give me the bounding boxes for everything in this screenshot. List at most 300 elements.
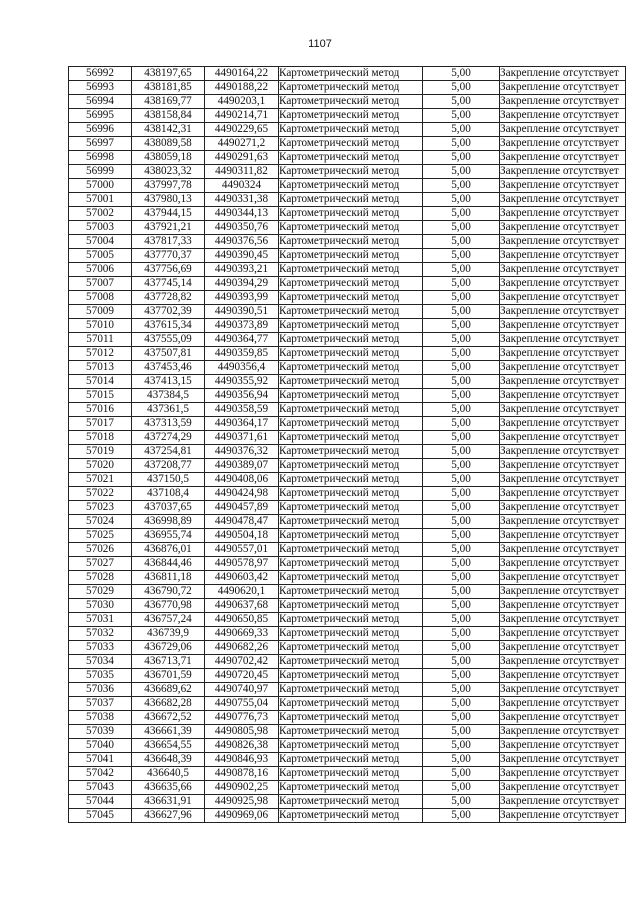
x-coordinate-cell: 437208,77 bbox=[132, 459, 205, 473]
y-coordinate-cell: 4490390,51 bbox=[205, 305, 279, 319]
point-number-cell: 56999 bbox=[69, 165, 132, 179]
x-coordinate-cell: 436661,39 bbox=[132, 725, 205, 739]
x-coordinate-cell: 438142,31 bbox=[132, 123, 205, 137]
table-row bbox=[69, 501, 626, 515]
accuracy-cell: 5,00 bbox=[423, 781, 500, 795]
x-coordinate-cell: 436640,5 bbox=[132, 767, 205, 781]
method-cell: Картометрический метод bbox=[279, 389, 423, 403]
method-cell: Картометрический метод bbox=[279, 249, 423, 263]
method-cell: Картометрический метод bbox=[279, 459, 423, 473]
table-row bbox=[69, 291, 626, 305]
point-number-cell: 57033 bbox=[69, 641, 132, 655]
x-coordinate-cell: 436682,28 bbox=[132, 697, 205, 711]
point-number-cell: 56992 bbox=[69, 67, 132, 81]
method-cell: Картометрический метод bbox=[279, 641, 423, 655]
y-coordinate-cell: 4490393,21 bbox=[205, 263, 279, 277]
method-cell: Картометрический метод bbox=[279, 753, 423, 767]
x-coordinate-cell: 437921,21 bbox=[132, 221, 205, 235]
coordinates-table-body bbox=[69, 67, 626, 823]
x-coordinate-cell: 436631,91 bbox=[132, 795, 205, 809]
accuracy-cell: 5,00 bbox=[423, 683, 500, 697]
fixation-cell: Закрепление отсутствует bbox=[500, 361, 626, 375]
table-row bbox=[69, 333, 626, 347]
y-coordinate-cell: 4490350,76 bbox=[205, 221, 279, 235]
fixation-cell: Закрепление отсутствует bbox=[500, 151, 626, 165]
point-number-cell: 57001 bbox=[69, 193, 132, 207]
point-number-cell: 56993 bbox=[69, 81, 132, 95]
y-coordinate-cell: 4490805,98 bbox=[205, 725, 279, 739]
method-cell: Картометрический метод bbox=[279, 333, 423, 347]
table-row bbox=[69, 585, 626, 599]
x-coordinate-cell: 436955,74 bbox=[132, 529, 205, 543]
accuracy-cell: 5,00 bbox=[423, 333, 500, 347]
x-coordinate-cell: 437150,5 bbox=[132, 473, 205, 487]
x-coordinate-cell: 436876,01 bbox=[132, 543, 205, 557]
accuracy-cell: 5,00 bbox=[423, 95, 500, 109]
y-coordinate-cell: 4490364,17 bbox=[205, 417, 279, 431]
method-cell: Картометрический метод bbox=[279, 193, 423, 207]
point-number-cell: 57017 bbox=[69, 417, 132, 431]
x-coordinate-cell: 436998,89 bbox=[132, 515, 205, 529]
point-number-cell: 57000 bbox=[69, 179, 132, 193]
y-coordinate-cell: 4490164,22 bbox=[205, 67, 279, 81]
fixation-cell: Закрепление отсутствует bbox=[500, 543, 626, 557]
accuracy-cell: 5,00 bbox=[423, 445, 500, 459]
fixation-cell: Закрепление отсутствует bbox=[500, 123, 626, 137]
table-row bbox=[69, 627, 626, 641]
accuracy-cell: 5,00 bbox=[423, 473, 500, 487]
accuracy-cell: 5,00 bbox=[423, 515, 500, 529]
fixation-cell: Закрепление отсутствует bbox=[500, 193, 626, 207]
x-coordinate-cell: 437702,39 bbox=[132, 305, 205, 319]
point-number-cell: 57043 bbox=[69, 781, 132, 795]
fixation-cell: Закрепление отсутствует bbox=[500, 725, 626, 739]
fixation-cell: Закрепление отсутствует bbox=[500, 431, 626, 445]
table-row bbox=[69, 543, 626, 557]
table-row bbox=[69, 613, 626, 627]
table-row bbox=[69, 81, 626, 95]
y-coordinate-cell: 4490371,61 bbox=[205, 431, 279, 445]
accuracy-cell: 5,00 bbox=[423, 235, 500, 249]
y-coordinate-cell: 4490826,38 bbox=[205, 739, 279, 753]
accuracy-cell: 5,00 bbox=[423, 417, 500, 431]
fixation-cell: Закрепление отсутствует bbox=[500, 753, 626, 767]
method-cell: Картометрический метод bbox=[279, 375, 423, 389]
point-number-cell: 56998 bbox=[69, 151, 132, 165]
method-cell: Картометрический метод bbox=[279, 669, 423, 683]
fixation-cell: Закрепление отсутствует bbox=[500, 557, 626, 571]
method-cell: Картометрический метод bbox=[279, 571, 423, 585]
fixation-cell: Закрепление отсутствует bbox=[500, 291, 626, 305]
method-cell: Картометрический метод bbox=[279, 599, 423, 613]
y-coordinate-cell: 4490356,94 bbox=[205, 389, 279, 403]
fixation-cell: Закрепление отсутствует bbox=[500, 711, 626, 725]
method-cell: Картометрический метод bbox=[279, 361, 423, 375]
accuracy-cell: 5,00 bbox=[423, 795, 500, 809]
point-number-cell: 56995 bbox=[69, 109, 132, 123]
table-row bbox=[69, 557, 626, 571]
point-number-cell: 57022 bbox=[69, 487, 132, 501]
fixation-cell: Закрепление отсутствует bbox=[500, 739, 626, 753]
accuracy-cell: 5,00 bbox=[423, 487, 500, 501]
point-number-cell: 57027 bbox=[69, 557, 132, 571]
accuracy-cell: 5,00 bbox=[423, 123, 500, 137]
fixation-cell: Закрепление отсутствует bbox=[500, 319, 626, 333]
x-coordinate-cell: 437944,15 bbox=[132, 207, 205, 221]
x-coordinate-cell: 436701,59 bbox=[132, 669, 205, 683]
table-row bbox=[69, 249, 626, 263]
point-number-cell: 57045 bbox=[69, 809, 132, 823]
accuracy-cell: 5,00 bbox=[423, 529, 500, 543]
accuracy-cell: 5,00 bbox=[423, 669, 500, 683]
point-number-cell: 57028 bbox=[69, 571, 132, 585]
method-cell: Картометрический метод bbox=[279, 487, 423, 501]
accuracy-cell: 5,00 bbox=[423, 809, 500, 823]
table-row bbox=[69, 319, 626, 333]
y-coordinate-cell: 4490291,63 bbox=[205, 151, 279, 165]
point-number-cell: 57003 bbox=[69, 221, 132, 235]
page-number: 1107 bbox=[308, 38, 332, 50]
y-coordinate-cell: 4490846,93 bbox=[205, 753, 279, 767]
y-coordinate-cell: 4490682,26 bbox=[205, 641, 279, 655]
accuracy-cell: 5,00 bbox=[423, 767, 500, 781]
y-coordinate-cell: 4490358,59 bbox=[205, 403, 279, 417]
method-cell: Картометрический метод bbox=[279, 81, 423, 95]
x-coordinate-cell: 437745,14 bbox=[132, 277, 205, 291]
accuracy-cell: 5,00 bbox=[423, 543, 500, 557]
table-row bbox=[69, 235, 626, 249]
y-coordinate-cell: 4490720,45 bbox=[205, 669, 279, 683]
point-number-cell: 57008 bbox=[69, 291, 132, 305]
method-cell: Картометрический метод bbox=[279, 263, 423, 277]
fixation-cell: Закрепление отсутствует bbox=[500, 599, 626, 613]
table-row bbox=[69, 277, 626, 291]
x-coordinate-cell: 437384,5 bbox=[132, 389, 205, 403]
method-cell: Картометрический метод bbox=[279, 711, 423, 725]
point-number-cell: 57016 bbox=[69, 403, 132, 417]
accuracy-cell: 5,00 bbox=[423, 347, 500, 361]
y-coordinate-cell: 4490203,1 bbox=[205, 95, 279, 109]
method-cell: Картометрический метод bbox=[279, 235, 423, 249]
y-coordinate-cell: 4490356,4 bbox=[205, 361, 279, 375]
point-number-cell: 57026 bbox=[69, 543, 132, 557]
point-number-cell: 57009 bbox=[69, 305, 132, 319]
fixation-cell: Закрепление отсутствует bbox=[500, 109, 626, 123]
y-coordinate-cell: 4490408,06 bbox=[205, 473, 279, 487]
y-coordinate-cell: 4490755,04 bbox=[205, 697, 279, 711]
coordinates-table bbox=[68, 66, 626, 823]
point-number-cell: 57038 bbox=[69, 711, 132, 725]
fixation-cell: Закрепление отсутствует bbox=[500, 795, 626, 809]
y-coordinate-cell: 4490188,22 bbox=[205, 81, 279, 95]
x-coordinate-cell: 436811,18 bbox=[132, 571, 205, 585]
point-number-cell: 56997 bbox=[69, 137, 132, 151]
y-coordinate-cell: 4490969,06 bbox=[205, 809, 279, 823]
point-number-cell: 57023 bbox=[69, 501, 132, 515]
accuracy-cell: 5,00 bbox=[423, 389, 500, 403]
fixation-cell: Закрепление отсутствует bbox=[500, 767, 626, 781]
fixation-cell: Закрепление отсутствует bbox=[500, 655, 626, 669]
x-coordinate-cell: 438089,58 bbox=[132, 137, 205, 151]
fixation-cell: Закрепление отсутствует bbox=[500, 165, 626, 179]
accuracy-cell: 5,00 bbox=[423, 599, 500, 613]
method-cell: Картометрический метод bbox=[279, 67, 423, 81]
table-row bbox=[69, 445, 626, 459]
y-coordinate-cell: 4490229,65 bbox=[205, 123, 279, 137]
fixation-cell: Закрепление отсутствует bbox=[500, 809, 626, 823]
fixation-cell: Закрепление отсутствует bbox=[500, 207, 626, 221]
point-number-cell: 57025 bbox=[69, 529, 132, 543]
table-row bbox=[69, 767, 626, 781]
x-coordinate-cell: 438059,18 bbox=[132, 151, 205, 165]
point-number-cell: 57036 bbox=[69, 683, 132, 697]
method-cell: Картометрический метод bbox=[279, 655, 423, 669]
x-coordinate-cell: 436844,46 bbox=[132, 557, 205, 571]
y-coordinate-cell: 4490324 bbox=[205, 179, 279, 193]
method-cell: Картометрический метод bbox=[279, 739, 423, 753]
y-coordinate-cell: 4490878,16 bbox=[205, 767, 279, 781]
accuracy-cell: 5,00 bbox=[423, 305, 500, 319]
x-coordinate-cell: 436635,66 bbox=[132, 781, 205, 795]
accuracy-cell: 5,00 bbox=[423, 193, 500, 207]
y-coordinate-cell: 4490925,98 bbox=[205, 795, 279, 809]
method-cell: Картометрический метод bbox=[279, 627, 423, 641]
point-number-cell: 57031 bbox=[69, 613, 132, 627]
fixation-cell: Закрепление отсутствует bbox=[500, 137, 626, 151]
point-number-cell: 57006 bbox=[69, 263, 132, 277]
x-coordinate-cell: 438197,65 bbox=[132, 67, 205, 81]
table-row bbox=[69, 669, 626, 683]
method-cell: Картометрический метод bbox=[279, 781, 423, 795]
y-coordinate-cell: 4490359,85 bbox=[205, 347, 279, 361]
y-coordinate-cell: 4490331,38 bbox=[205, 193, 279, 207]
x-coordinate-cell: 438181,85 bbox=[132, 81, 205, 95]
method-cell: Картометрический метод bbox=[279, 95, 423, 109]
accuracy-cell: 5,00 bbox=[423, 459, 500, 473]
y-coordinate-cell: 4490740,97 bbox=[205, 683, 279, 697]
table-row bbox=[69, 347, 626, 361]
point-number-cell: 57030 bbox=[69, 599, 132, 613]
method-cell: Картометрический метод bbox=[279, 613, 423, 627]
point-number-cell: 57021 bbox=[69, 473, 132, 487]
accuracy-cell: 5,00 bbox=[423, 137, 500, 151]
point-number-cell: 57044 bbox=[69, 795, 132, 809]
y-coordinate-cell: 4490424,98 bbox=[205, 487, 279, 501]
point-number-cell: 57012 bbox=[69, 347, 132, 361]
x-coordinate-cell: 436672,52 bbox=[132, 711, 205, 725]
accuracy-cell: 5,00 bbox=[423, 67, 500, 81]
accuracy-cell: 5,00 bbox=[423, 263, 500, 277]
x-coordinate-cell: 436627,96 bbox=[132, 809, 205, 823]
fixation-cell: Закрепление отсутствует bbox=[500, 683, 626, 697]
method-cell: Картометрический метод bbox=[279, 207, 423, 221]
fixation-cell: Закрепление отсутствует bbox=[500, 641, 626, 655]
y-coordinate-cell: 4490214,71 bbox=[205, 109, 279, 123]
table-row bbox=[69, 529, 626, 543]
point-number-cell: 57015 bbox=[69, 389, 132, 403]
point-number-cell: 57007 bbox=[69, 277, 132, 291]
y-coordinate-cell: 4490311,82 bbox=[205, 165, 279, 179]
x-coordinate-cell: 437728,82 bbox=[132, 291, 205, 305]
table-row bbox=[69, 515, 626, 529]
x-coordinate-cell: 437555,09 bbox=[132, 333, 205, 347]
method-cell: Картометрический метод bbox=[279, 473, 423, 487]
table-row bbox=[69, 137, 626, 151]
fixation-cell: Закрепление отсутствует bbox=[500, 487, 626, 501]
y-coordinate-cell: 4490390,45 bbox=[205, 249, 279, 263]
table-row bbox=[69, 389, 626, 403]
table-row bbox=[69, 571, 626, 585]
point-number-cell: 57041 bbox=[69, 753, 132, 767]
table-row bbox=[69, 697, 626, 711]
method-cell: Картометрический метод bbox=[279, 543, 423, 557]
x-coordinate-cell: 437997,78 bbox=[132, 179, 205, 193]
y-coordinate-cell: 4490650,85 bbox=[205, 613, 279, 627]
table-row bbox=[69, 739, 626, 753]
y-coordinate-cell: 4490344,13 bbox=[205, 207, 279, 221]
accuracy-cell: 5,00 bbox=[423, 655, 500, 669]
y-coordinate-cell: 4490578,97 bbox=[205, 557, 279, 571]
accuracy-cell: 5,00 bbox=[423, 207, 500, 221]
x-coordinate-cell: 436648,39 bbox=[132, 753, 205, 767]
method-cell: Картометрический метод bbox=[279, 529, 423, 543]
table-row bbox=[69, 179, 626, 193]
method-cell: Картометрический метод bbox=[279, 795, 423, 809]
accuracy-cell: 5,00 bbox=[423, 179, 500, 193]
method-cell: Картометрический метод bbox=[279, 221, 423, 235]
y-coordinate-cell: 4490776,73 bbox=[205, 711, 279, 725]
x-coordinate-cell: 437507,81 bbox=[132, 347, 205, 361]
point-number-cell: 57019 bbox=[69, 445, 132, 459]
table-row bbox=[69, 795, 626, 809]
point-number-cell: 57039 bbox=[69, 725, 132, 739]
table-row bbox=[69, 67, 626, 81]
x-coordinate-cell: 436739,9 bbox=[132, 627, 205, 641]
method-cell: Картометрический метод bbox=[279, 109, 423, 123]
y-coordinate-cell: 4490373,89 bbox=[205, 319, 279, 333]
method-cell: Картометрический метод bbox=[279, 123, 423, 137]
y-coordinate-cell: 4490702,42 bbox=[205, 655, 279, 669]
table-row bbox=[69, 109, 626, 123]
method-cell: Картометрический метод bbox=[279, 585, 423, 599]
fixation-cell: Закрепление отсутствует bbox=[500, 221, 626, 235]
table-row bbox=[69, 151, 626, 165]
table-row bbox=[69, 431, 626, 445]
point-number-cell: 57042 bbox=[69, 767, 132, 781]
method-cell: Картометрический метод bbox=[279, 683, 423, 697]
accuracy-cell: 5,00 bbox=[423, 613, 500, 627]
accuracy-cell: 5,00 bbox=[423, 585, 500, 599]
table-row bbox=[69, 459, 626, 473]
table-row bbox=[69, 781, 626, 795]
table-row bbox=[69, 809, 626, 823]
y-coordinate-cell: 4490364,77 bbox=[205, 333, 279, 347]
method-cell: Картометрический метод bbox=[279, 403, 423, 417]
x-coordinate-cell: 438158,84 bbox=[132, 109, 205, 123]
point-number-cell: 57010 bbox=[69, 319, 132, 333]
table-row bbox=[69, 375, 626, 389]
table-row bbox=[69, 207, 626, 221]
x-coordinate-cell: 437037,65 bbox=[132, 501, 205, 515]
table-row bbox=[69, 361, 626, 375]
table-row bbox=[69, 165, 626, 179]
table-row bbox=[69, 487, 626, 501]
method-cell: Картометрический метод bbox=[279, 501, 423, 515]
point-number-cell: 57020 bbox=[69, 459, 132, 473]
accuracy-cell: 5,00 bbox=[423, 165, 500, 179]
point-number-cell: 57013 bbox=[69, 361, 132, 375]
method-cell: Картометрический метод bbox=[279, 767, 423, 781]
point-number-cell: 57005 bbox=[69, 249, 132, 263]
method-cell: Картометрический метод bbox=[279, 151, 423, 165]
x-coordinate-cell: 436729,06 bbox=[132, 641, 205, 655]
fixation-cell: Закрепление отсутствует bbox=[500, 81, 626, 95]
y-coordinate-cell: 4490355,92 bbox=[205, 375, 279, 389]
y-coordinate-cell: 4490478,47 bbox=[205, 515, 279, 529]
y-coordinate-cell: 4490394,29 bbox=[205, 277, 279, 291]
accuracy-cell: 5,00 bbox=[423, 697, 500, 711]
accuracy-cell: 5,00 bbox=[423, 431, 500, 445]
y-coordinate-cell: 4490637,68 bbox=[205, 599, 279, 613]
x-coordinate-cell: 436790,72 bbox=[132, 585, 205, 599]
x-coordinate-cell: 437108,4 bbox=[132, 487, 205, 501]
y-coordinate-cell: 4490620,1 bbox=[205, 585, 279, 599]
point-number-cell: 57014 bbox=[69, 375, 132, 389]
method-cell: Картометрический метод bbox=[279, 347, 423, 361]
x-coordinate-cell: 437817,33 bbox=[132, 235, 205, 249]
fixation-cell: Закрепление отсутствует bbox=[500, 179, 626, 193]
accuracy-cell: 5,00 bbox=[423, 249, 500, 263]
fixation-cell: Закрепление отсутствует bbox=[500, 389, 626, 403]
point-number-cell: 57011 bbox=[69, 333, 132, 347]
y-coordinate-cell: 4490457,89 bbox=[205, 501, 279, 515]
accuracy-cell: 5,00 bbox=[423, 739, 500, 753]
x-coordinate-cell: 438169,77 bbox=[132, 95, 205, 109]
method-cell: Картометрический метод bbox=[279, 417, 423, 431]
fixation-cell: Закрепление отсутствует bbox=[500, 263, 626, 277]
accuracy-cell: 5,00 bbox=[423, 151, 500, 165]
point-number-cell: 57037 bbox=[69, 697, 132, 711]
x-coordinate-cell: 436689,62 bbox=[132, 683, 205, 697]
fixation-cell: Закрепление отсутствует bbox=[500, 585, 626, 599]
accuracy-cell: 5,00 bbox=[423, 725, 500, 739]
x-coordinate-cell: 437313,59 bbox=[132, 417, 205, 431]
accuracy-cell: 5,00 bbox=[423, 291, 500, 305]
accuracy-cell: 5,00 bbox=[423, 277, 500, 291]
accuracy-cell: 5,00 bbox=[423, 571, 500, 585]
fixation-cell: Закрепление отсутствует bbox=[500, 235, 626, 249]
y-coordinate-cell: 4490376,56 bbox=[205, 235, 279, 249]
method-cell: Картометрический метод bbox=[279, 557, 423, 571]
fixation-cell: Закрепление отсутствует bbox=[500, 305, 626, 319]
point-number-cell: 56996 bbox=[69, 123, 132, 137]
accuracy-cell: 5,00 bbox=[423, 753, 500, 767]
fixation-cell: Закрепление отсутствует bbox=[500, 277, 626, 291]
table-row bbox=[69, 95, 626, 109]
x-coordinate-cell: 436654,55 bbox=[132, 739, 205, 753]
fixation-cell: Закрепление отсутствует bbox=[500, 445, 626, 459]
point-number-cell: 57032 bbox=[69, 627, 132, 641]
y-coordinate-cell: 4490557,01 bbox=[205, 543, 279, 557]
x-coordinate-cell: 437274,29 bbox=[132, 431, 205, 445]
point-number-cell: 57040 bbox=[69, 739, 132, 753]
table-row bbox=[69, 263, 626, 277]
table-row bbox=[69, 725, 626, 739]
x-coordinate-cell: 437756,69 bbox=[132, 263, 205, 277]
table-row bbox=[69, 683, 626, 697]
method-cell: Картометрический метод bbox=[279, 515, 423, 529]
x-coordinate-cell: 437615,34 bbox=[132, 319, 205, 333]
